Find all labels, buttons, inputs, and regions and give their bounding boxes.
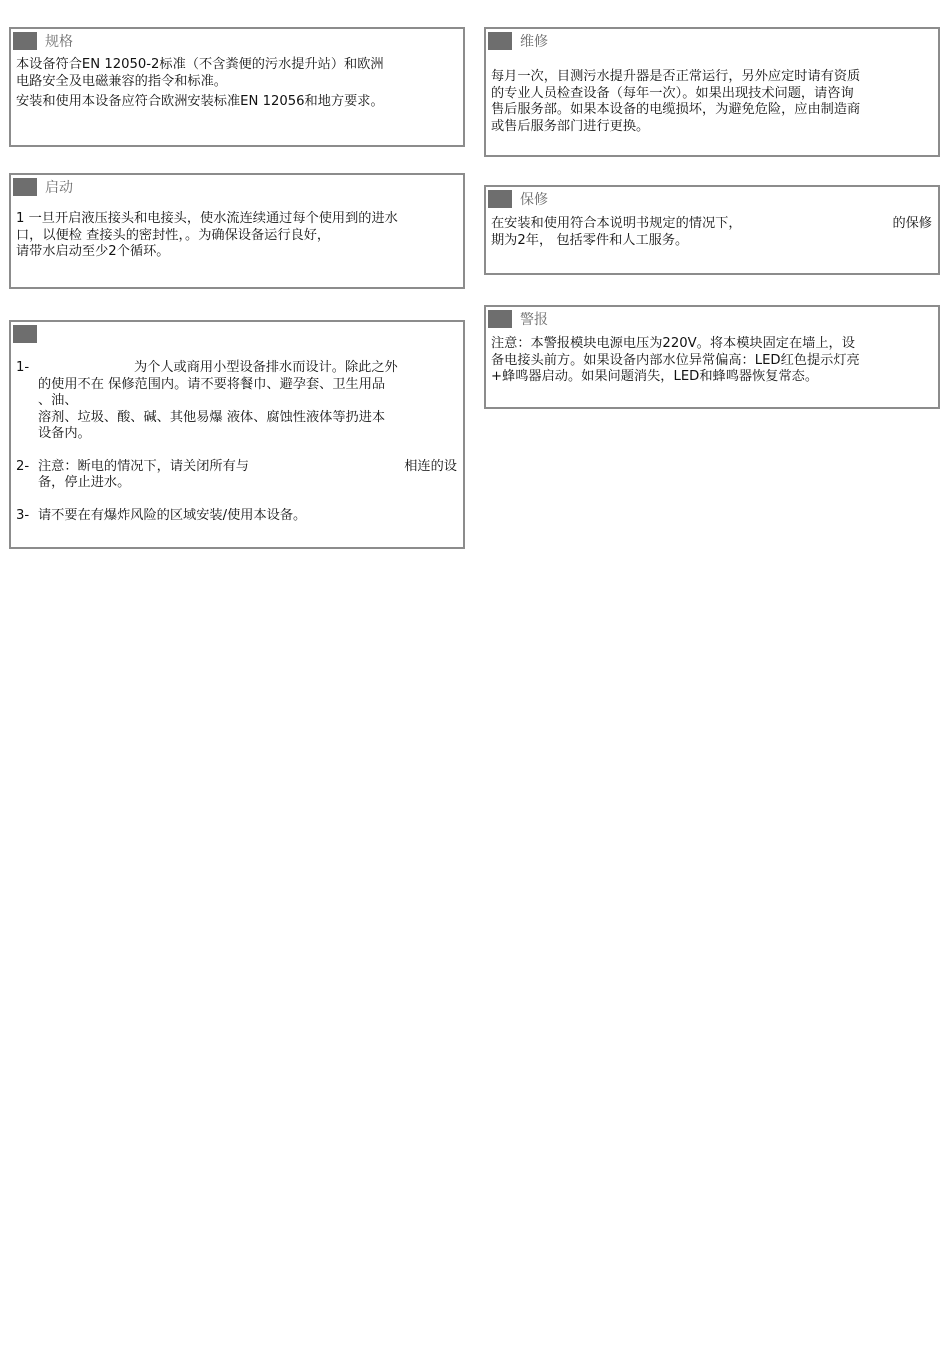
section-title: 规格	[45, 34, 73, 50]
spec-section	[9, 27, 465, 147]
text-line: 1 一旦开启液压接头和电接头，使水流连续通过每个使用到的进水	[16, 211, 398, 226]
section-header	[488, 309, 548, 329]
text-line: 的专业人员检查设备（每年一次）。如果出现技术问题，请咨询	[491, 85, 854, 101]
maintenance-section	[484, 27, 940, 157]
text-line: 请不要在有爆炸风险的区域安装/使用本设备。	[38, 507, 307, 523]
text-fragment: 在安装和使用符合本说明书规定的情况下，	[491, 216, 742, 231]
section-body	[16, 211, 457, 261]
header-marker-icon	[488, 32, 512, 50]
alarm-section	[484, 305, 940, 409]
header-marker-icon	[488, 310, 512, 328]
text-line: 口，以便检 查接头的密封性，。为确保设备运行良好，	[16, 227, 331, 243]
text-line: 请带水启动至少2个循环。	[16, 244, 170, 259]
text-line: 或售后服务部门进行更换。	[491, 118, 650, 134]
text-line: 设备内。	[38, 426, 91, 441]
section-body	[491, 336, 932, 386]
text-line: 安装和使用本设备应符合欧洲安装标准EN 12056和地方要求。	[16, 94, 384, 109]
text-fragment: 的保修	[892, 216, 932, 231]
text-line	[38, 459, 457, 476]
item-number: 2-	[16, 458, 30, 474]
text-line: 的使用不在 保修范围内。请不要将餐巾、避孕套、卫生用品	[38, 376, 386, 392]
text-line: 备，停止进水。	[38, 475, 131, 490]
section-title: 启动	[45, 180, 73, 196]
safety-section	[9, 320, 465, 549]
section-header	[488, 189, 548, 209]
text-line: 为个人或商用小型设备排水而设计。除此之外	[134, 360, 398, 375]
text-line: 溶剂、垃圾、酸、碱、其他易爆 液体、腐蚀性液体等扔进本	[38, 409, 386, 425]
section-title: 警报	[520, 312, 548, 328]
header-marker-icon	[13, 325, 37, 343]
text-line: 备电接头前方。如果设备内部水位异常偏高：LED红色提示灯亮	[491, 352, 860, 368]
text-line: 每月一次，目测污水提升器是否正常运行，另外应定时请有资质	[491, 69, 861, 84]
text-line: 期为2年， 包括零件和人工服务。	[491, 232, 689, 248]
text-line: 本设备符合EN 12050-2标准（不含粪便的污水提升站）和欧洲	[16, 57, 384, 72]
section-body	[491, 69, 932, 135]
text-fragment: 注意：断电的情况下，请关闭所有与	[38, 458, 249, 474]
text-line	[491, 216, 932, 233]
text-line: 电路安全及电磁兼容的指令和标准。	[16, 73, 227, 89]
text-fragment: 相连的设	[404, 458, 457, 474]
section-header	[13, 31, 73, 51]
text-line: 注意：本警报模块电源电压为220V。将本模块固定在墙上，设	[491, 336, 855, 351]
list-item	[16, 459, 457, 492]
list-item	[16, 360, 457, 443]
section-title: 维修	[520, 34, 548, 50]
item-number: 1-	[16, 360, 30, 375]
header-marker-icon	[13, 32, 37, 50]
section-body	[16, 360, 457, 524]
section-body	[491, 216, 932, 249]
warranty-section	[484, 185, 940, 275]
text-line: 售后服务部。如果本设备的电缆损坏，为避免危险，应由制造商	[491, 102, 861, 117]
header-marker-icon	[488, 190, 512, 208]
section-header	[13, 324, 45, 344]
text-line: 、油、	[38, 393, 78, 408]
item-number: 3-	[16, 507, 30, 523]
startup-section	[9, 173, 465, 289]
header-marker-icon	[13, 178, 37, 196]
section-header	[488, 31, 548, 51]
section-header	[13, 177, 73, 197]
section-title: 保修	[520, 192, 548, 208]
section-body	[16, 57, 457, 111]
list-item	[16, 508, 457, 525]
text-line: +蜂鸣器启动。如果问题消失，LED和蜂鸣器恢复常态。	[491, 369, 819, 384]
